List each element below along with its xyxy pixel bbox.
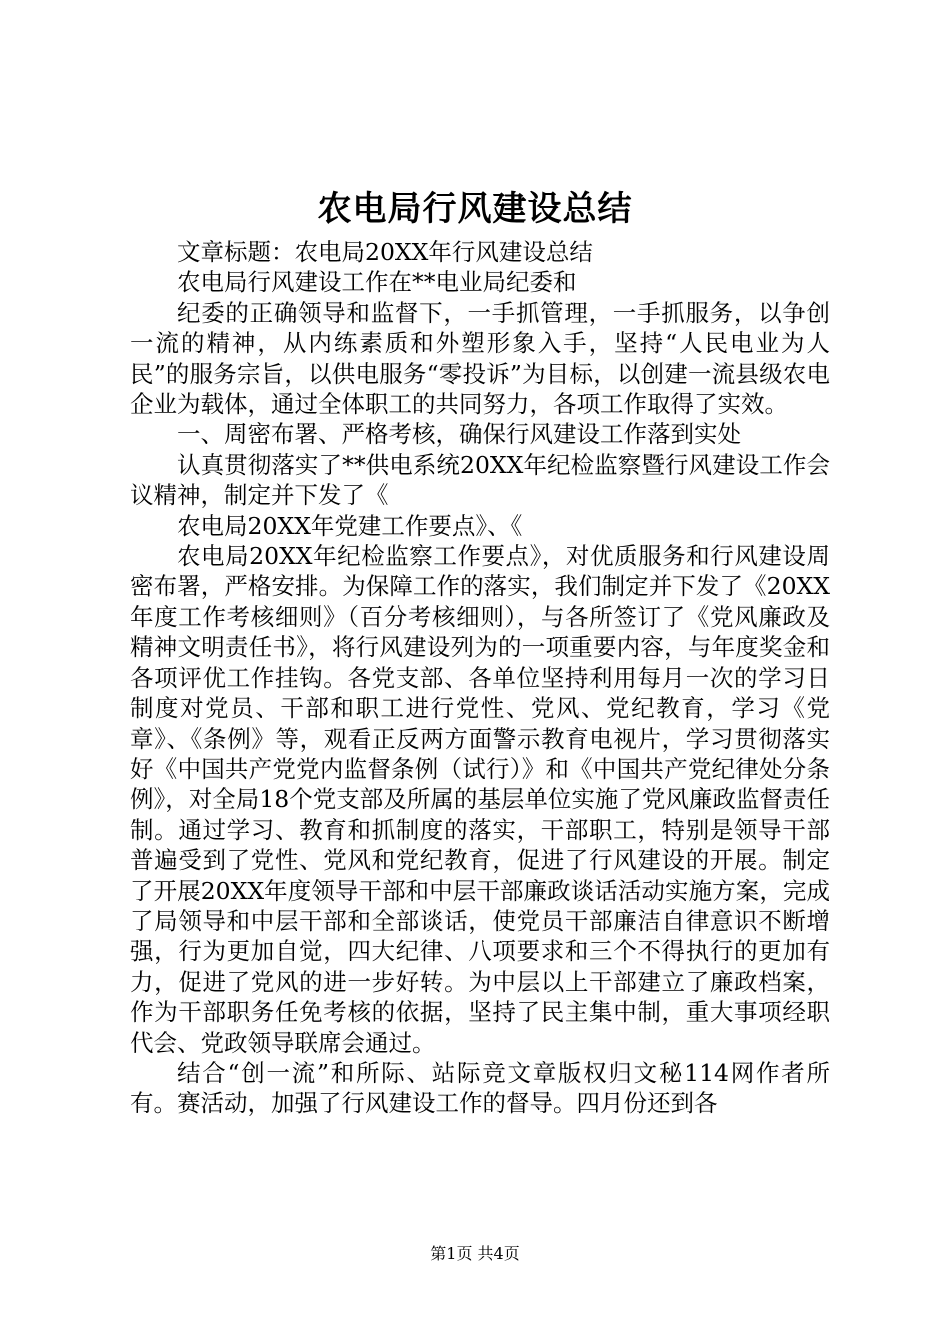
paragraph-intro-line: 农电局行风建设工作在**电业局纪委和 xyxy=(177,268,577,297)
page-footer: 第1页 共4页 xyxy=(430,1244,520,1263)
paragraph-discipline-details: 农电局20XX年纪检监察工作要点》，对优质服务和行风建设周密布署，严格安排。为保障工作的落实，我们制定并下发了《20XX年度工作考核细则》（百分考核细则），与各所签订了《党风廉政及精神文明责任书》，将行风建设列为的一项重要内容，与年度奖金和各项评优工作挂钩。各党支部、各单位坚持利用每月一次的学习日制度对党员、干部和职工进行党性、党风、党纪教育，学习《党章》、《条例》等，观看正反两方面警示教育电视片，学习贯彻落实好《中国共产党党内监督条例（试行）》和《中国共产党纪律处分条例》，对全局18个党支部及所属的基层单位实施了党风廉政监督责任制。通过学习、教育和抓制度的落实，干部职工，特别是领导干部普遍受到了党性、党风和党纪教育，促进了行风建设的开展。制定了开展20XX年度领导干部和中层干部廉政谈话活动实施方案，完成了局领导和中层干部和全部谈话，使党员干部廉洁自律意识不断增强，行为更加自觉，四大纪律、八项要求和三个不得执行的更加有力，促进了党风的进一步好转。为中层以上干部建立了廉政档案，作为干部职务任免考核的依据，坚持了民主集中制，重大事项经职代会、党政领导联席会通过。 xyxy=(130,542,830,1057)
document-title: 农电局行风建设总结 xyxy=(317,189,633,229)
section-heading-1: 一、周密布署、严格考核，确保行风建设工作落到实处 xyxy=(177,420,741,449)
paragraph-implementation: 认真贯彻落实了**供电系统20XX年纪检监察暨行风建设工作会议精神，制定并下发了《 xyxy=(130,450,830,510)
document-body xyxy=(130,237,830,1119)
paragraph-competition: 结合“创一流”和所际、站际竞文章版权归文秘114网作者所有。赛活动，加强了行风建设工作的督导。四月份还到各 xyxy=(130,1058,830,1118)
paragraph-overview: 纪委的正确领导和监督下，一手抓管理，一手抓服务，以争创一流的精神，从内练素质和外塑形象入手，坚持“人民电业为人民”的服务宗旨，以供电服务“零投诉”为目标，以创建一流县级农电企业为载体，通过全体职工的共同努力，各项工作取得了实效。 xyxy=(130,298,830,419)
paragraph-article-heading: 文章标题：农电局20XX年行风建设总结 xyxy=(177,238,593,266)
paragraph-party-work-points: 农电局20XX年党建工作要点》、《 xyxy=(177,511,523,540)
